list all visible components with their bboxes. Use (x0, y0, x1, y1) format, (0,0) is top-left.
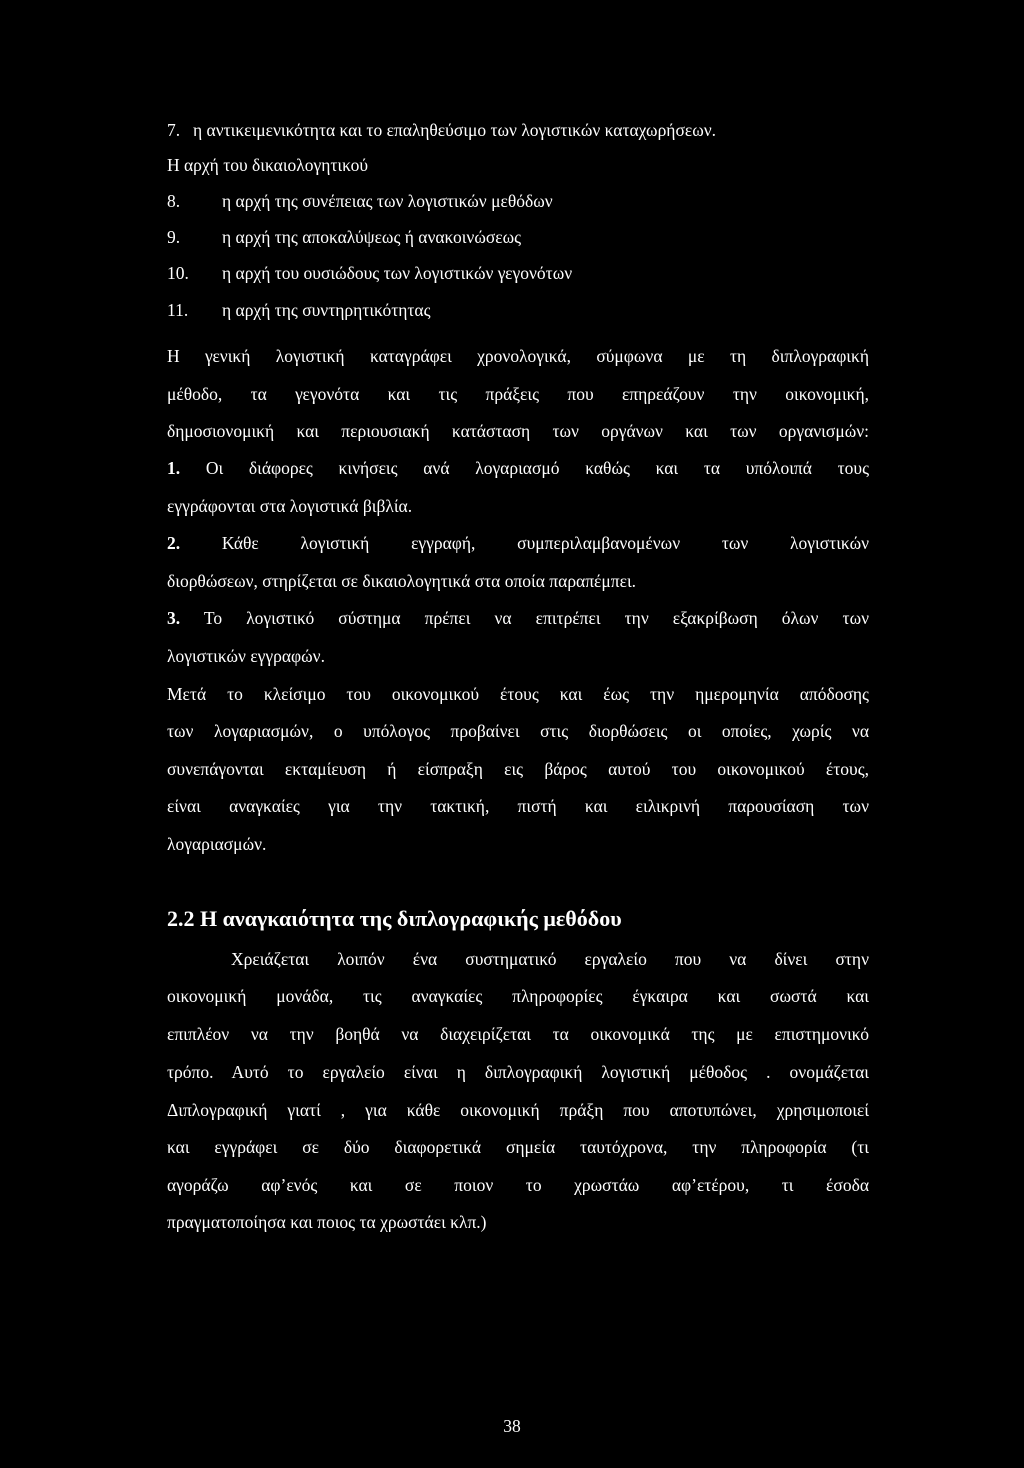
paragraph-section-line: αγοράζω αφ’ενός και σε ποιον το χρωστάω αφ’ετέρου, τι έσοδα (167, 1175, 869, 1195)
numbered-point-1-continuation: εγγράφονται στα λογιστικά βιβλία. (167, 496, 413, 516)
paragraph-section-line: οικονομική μονάδα, τις αναγκαίες πληροφορίες έγκαιρα και σωστά και (167, 986, 869, 1006)
point-number: 2. (167, 533, 181, 553)
numbered-point-2-continuation: διορθώσεων, στηρίζεται σε δικαιολογητικά στα οποία παραπέμπει. (167, 571, 637, 591)
list-text: η αντικειμενικότητα και το επαληθεύσιμο των λογιστικών καταχωρήσεων. (193, 120, 717, 140)
paragraph-section-line: τρόπο. Αυτό το εργαλείο είναι η διπλογραφική λογιστική μέθοδος . ονομάζεται (167, 1062, 869, 1082)
paragraph-closing-line: των λογαριασμών, ο υπόλογος προβαίνει στις διορθώσεις οι οποίες, χωρίς να (167, 721, 869, 741)
subheading-text: Η αρχή του δικαιολογητικού (167, 155, 368, 175)
paragraph-closing-line: Μετά το κλείσιμο του οικονομικού έτους και έως την ημερομηνία απόδοσης (167, 684, 869, 704)
point-number: 3. (167, 608, 181, 628)
list-item-9 (167, 226, 521, 248)
section-heading: 2.2 Η αναγκαιότητα της διπλογραφικής μεθόδου (167, 906, 622, 931)
numbered-point-1 (167, 457, 869, 479)
page-number: 38 (503, 1416, 521, 1436)
numbered-point-3 (167, 607, 869, 629)
list-text: η αρχή του ουσιώδους των λογιστικών γεγονότων (222, 263, 573, 283)
list-text: η αρχή της συνέπειας των λογιστικών μεθόδων (222, 191, 553, 211)
list-item-11 (167, 299, 431, 321)
paragraph-section-line: και εγγράφει σε δύο διαφορετικά σημεία ταυτόχρονα, την πληροφορία (τι (167, 1137, 869, 1157)
list-number: 8. (167, 191, 181, 211)
paragraph-closing-line: είναι αναγκαίες για την τακτική, πιστή και ειλικρινή παρουσίαση των (167, 796, 869, 816)
paragraph-section-line: επιπλέον να την βοηθά να διαχειρίζεται τα οικονομικά της με επιστημονικό (167, 1024, 869, 1044)
list-number: 7. (167, 120, 181, 140)
list-text: η αρχή της συντηρητικότητας (222, 300, 431, 320)
list-text: η αρχή της αποκαλύψεως ή ανακοινώσεως (222, 227, 522, 247)
numbered-point-2 (167, 532, 869, 554)
paragraph-closing-line: λογαριασμών. (167, 834, 267, 854)
point-text: Οι διάφορες κινήσεις ανά λογαριασμό καθώς και τα υπόλοιπά τους (205, 458, 870, 478)
subheading-justification-principle (167, 154, 368, 176)
paragraph-section-line: πραγματοποίησα και ποιος τα χρωστάει κλπ.) (167, 1212, 487, 1232)
paragraph-general-line: μέθοδο, τα γεγονότα και τις πράξεις που επηρεάζουν την οικονομική, (167, 384, 869, 404)
paragraph-section-line: Χρειάζεται λοιπόν ένα συστηματικό εργαλείο που να δίνει στην (231, 949, 869, 969)
list-item-7 (167, 119, 716, 141)
numbered-point-3-continuation: λογιστικών εγγραφών. (167, 646, 325, 666)
point-number: 1. (167, 458, 181, 478)
list-number: 10. (167, 263, 189, 283)
list-number: 9. (167, 227, 181, 247)
list-item-10 (167, 262, 572, 284)
list-number: 11. (167, 300, 189, 320)
list-item-8 (167, 190, 553, 212)
point-text: Κάθε λογιστική εγγραφή, συμπεριλαμβανομένων των λογιστικών (221, 533, 870, 553)
paragraph-closing-line: συνεπάγονται εκταμίευση ή είσπραξη εις βάρος αυτού του οικονομικού έτους, (167, 759, 869, 779)
paragraph-general-line: Η γενική λογιστική καταγράφει χρονολογικά, σύμφωνα με τη διπλογραφική (167, 346, 869, 366)
point-text: Το λογιστικό σύστημα πρέπει να επιτρέπει την εξακρίβωση όλων των (203, 608, 869, 628)
paragraph-general-line: δημοσιονομική και περιουσιακή κατάσταση των οργάνων και των οργανισμών: (167, 421, 869, 441)
paragraph-section-line: Διπλογραφική γιατί , για κάθε οικονομική πράξη που αποτυπώνει, χρησιμοποιεί (167, 1100, 869, 1120)
